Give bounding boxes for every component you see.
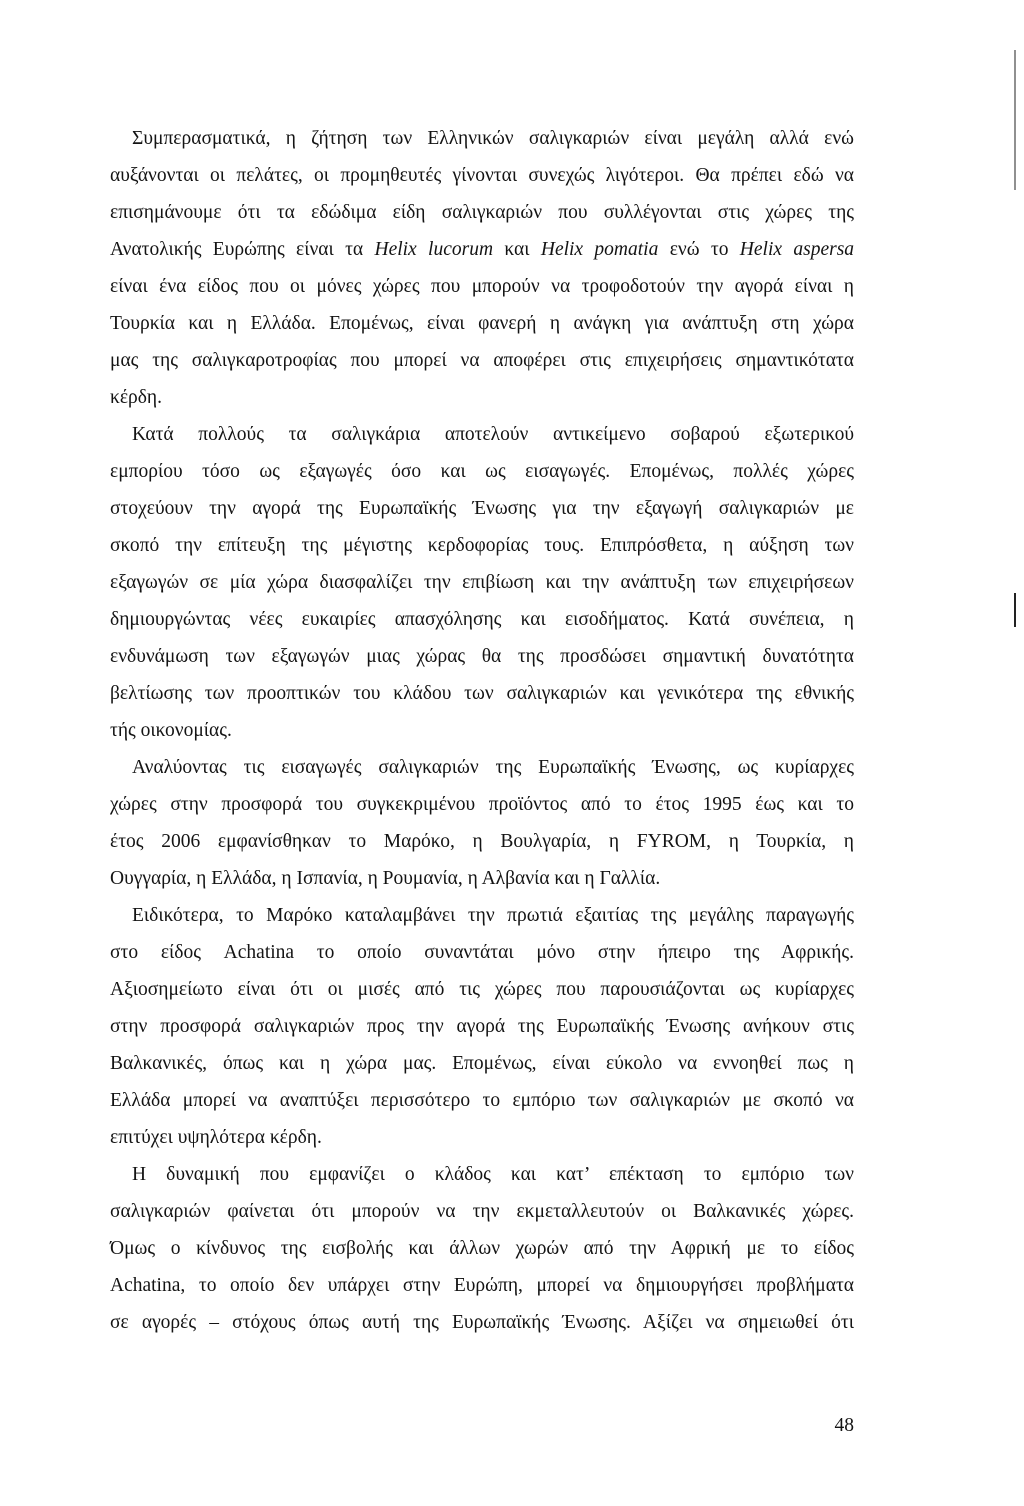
species-name: Helix lucorum xyxy=(374,239,494,260)
species-name: Helix pomatia xyxy=(540,239,659,260)
text-line: Βαλκανικές, όπως και η χώρα μας. Επομένως, είναι εύκολο να εννοηθεί πως η xyxy=(110,1053,854,1074)
text-line: σκοπό την επίτευξη της μέγιστης κερδοφορίας τους. Επιπρόσθετα, η αύξηση των xyxy=(110,535,854,556)
text-line: αυξάνονται οι πελάτες, οι προμηθευτές γίνονται συνεχώς λιγότεροι. Θα πρέπει εδώ να xyxy=(110,165,854,186)
species-name: Helix aspersa xyxy=(739,239,855,260)
text-line: επιτύχει υψηλότερα κέρδη. xyxy=(110,1127,322,1148)
text-line: μας της σαλιγκαροτροφίας που μπορεί να αποφέρει στις επιχειρήσεις σημαντικότατα xyxy=(110,350,854,371)
text-line: Όμως ο κίνδυνος της εισβολής και άλλων χωρών από την Αφρική με το είδος xyxy=(110,1238,854,1259)
text-line: εμπορίου τόσο ως εξαγωγές όσο και ως εισαγωγές. Επομένως, πολλές χώρες xyxy=(110,461,854,482)
text-line: δημιουργώντας νέες ευκαιρίες απασχόλησης και εισοδήματος. Κατά συνέπεια, η xyxy=(110,609,854,630)
text-line: Αναλύοντας τις εισαγωγές σαλιγκαριών της Ευρωπαϊκής Ένωσης, ως κυρίαρχες xyxy=(132,757,854,778)
text-line: έτος 2006 εμφανίσθηκαν το Μαρόκο, η Βουλγαρία, η FYROM, η Τουρκία, η xyxy=(110,831,854,852)
text-line: Achatina, το οποίο δεν υπάρχει στην Ευρώπη, μπορεί να δημιουργήσει προβλήματα xyxy=(110,1275,854,1296)
text-line: σε αγορές – στόχους όπως αυτή της Ευρωπαϊκής Ένωσης. Αξίζει να σημειωθεί ότι xyxy=(110,1312,854,1333)
text-line: τής οικονομίας. xyxy=(110,720,232,741)
text-line: επισημάνουμε ότι τα εδώδιμα είδη σαλιγκαριών που συλλέγονται στις χώρες της xyxy=(110,202,854,223)
text-fragment: και xyxy=(504,239,530,260)
text-line: χώρες στην προσφορά του συγκεκριμένου προϊόντος από το έτος 1995 έως και το xyxy=(110,794,854,815)
text-line: βελτίωσης των προοπτικών του κλάδου των σαλιγκαριών και γενικότερα της εθνικής xyxy=(110,683,854,704)
text-line: είναι ένα είδος που οι μόνες χώρες που μπορούν να τροφοδοτούν την αγορά είναι η xyxy=(110,276,854,297)
text-line: Ουγγαρία, η Ελλάδα, η Ισπανία, η Ρουμανία, η Αλβανία και η Γαλλία. xyxy=(110,868,661,889)
text-line: Ειδικότερα, το Μαρόκο καταλαμβάνει την πρωτιά εξαιτίας της μεγάλης παραγωγής xyxy=(132,905,854,926)
text-line: στην προσφορά σαλιγκαριών προς την αγορά της Ευρωπαϊκής Ένωσης ανήκουν στις xyxy=(110,1016,854,1037)
text-line: εξαγωγών σε μία χώρα διασφαλίζει την επιβίωση και την ανάπτυξη των επιχειρήσεων xyxy=(110,572,854,593)
text-line: Η δυναμική που εμφανίζει ο κλάδος και κατ’ επέκταση το εμπόριο των xyxy=(132,1164,854,1185)
page-number: 48 xyxy=(834,1415,854,1436)
text-line: ενδυνάμωση των εξαγωγών μιας χώρας θα της προσδώσει σημαντική δυνατότητα xyxy=(110,646,854,667)
scan-edge-mark xyxy=(1014,50,1016,190)
text-line: Κατά πολλούς τα σαλιγκάρια αποτελούν αντικείμενο σοβαρού εξωτερικού xyxy=(132,424,854,445)
text-line: Τουρκία και η Ελλάδα. Επομένως, είναι φανερή η ανάγκη για ανάπτυξη στη χώρα xyxy=(110,313,854,334)
text-line: Συμπερασματικά, η ζήτηση των Ελληνικών σαλιγκαριών είναι μεγάλη αλλά ενώ xyxy=(132,128,854,149)
text-line: στοχεύουν την αγορά της Ευρωπαϊκής Ένωσης για την εξαγωγή σαλιγκαριών με xyxy=(110,498,854,519)
text-fragment: Ανατολικής Ευρώπης είναι τα xyxy=(110,239,364,260)
text-line: Ελλάδα μπορεί να αναπτύξει περισσότερο το εμπόριο των σαλιγκαριών με σκοπό να xyxy=(110,1090,854,1111)
text-line: στο είδος Achatina το οποίο συναντάται μόνο στην ήπειρο της Αφρικής. xyxy=(110,942,854,963)
scan-edge-mark xyxy=(1014,593,1016,627)
text-fragment: ενώ το xyxy=(669,239,729,260)
text-line: σαλιγκαριών φαίνεται ότι μπορούν να την εκμεταλλευτούν οι Βαλκανικές χώρες. xyxy=(110,1201,854,1222)
text-line-with-species xyxy=(110,231,854,268)
text-line: Αξιοσημείωτο είναι ότι οι μισές από τις χώρες που παρουσιάζονται ως κυρίαρχες xyxy=(110,979,854,1000)
text-line: κέρδη. xyxy=(110,387,163,408)
